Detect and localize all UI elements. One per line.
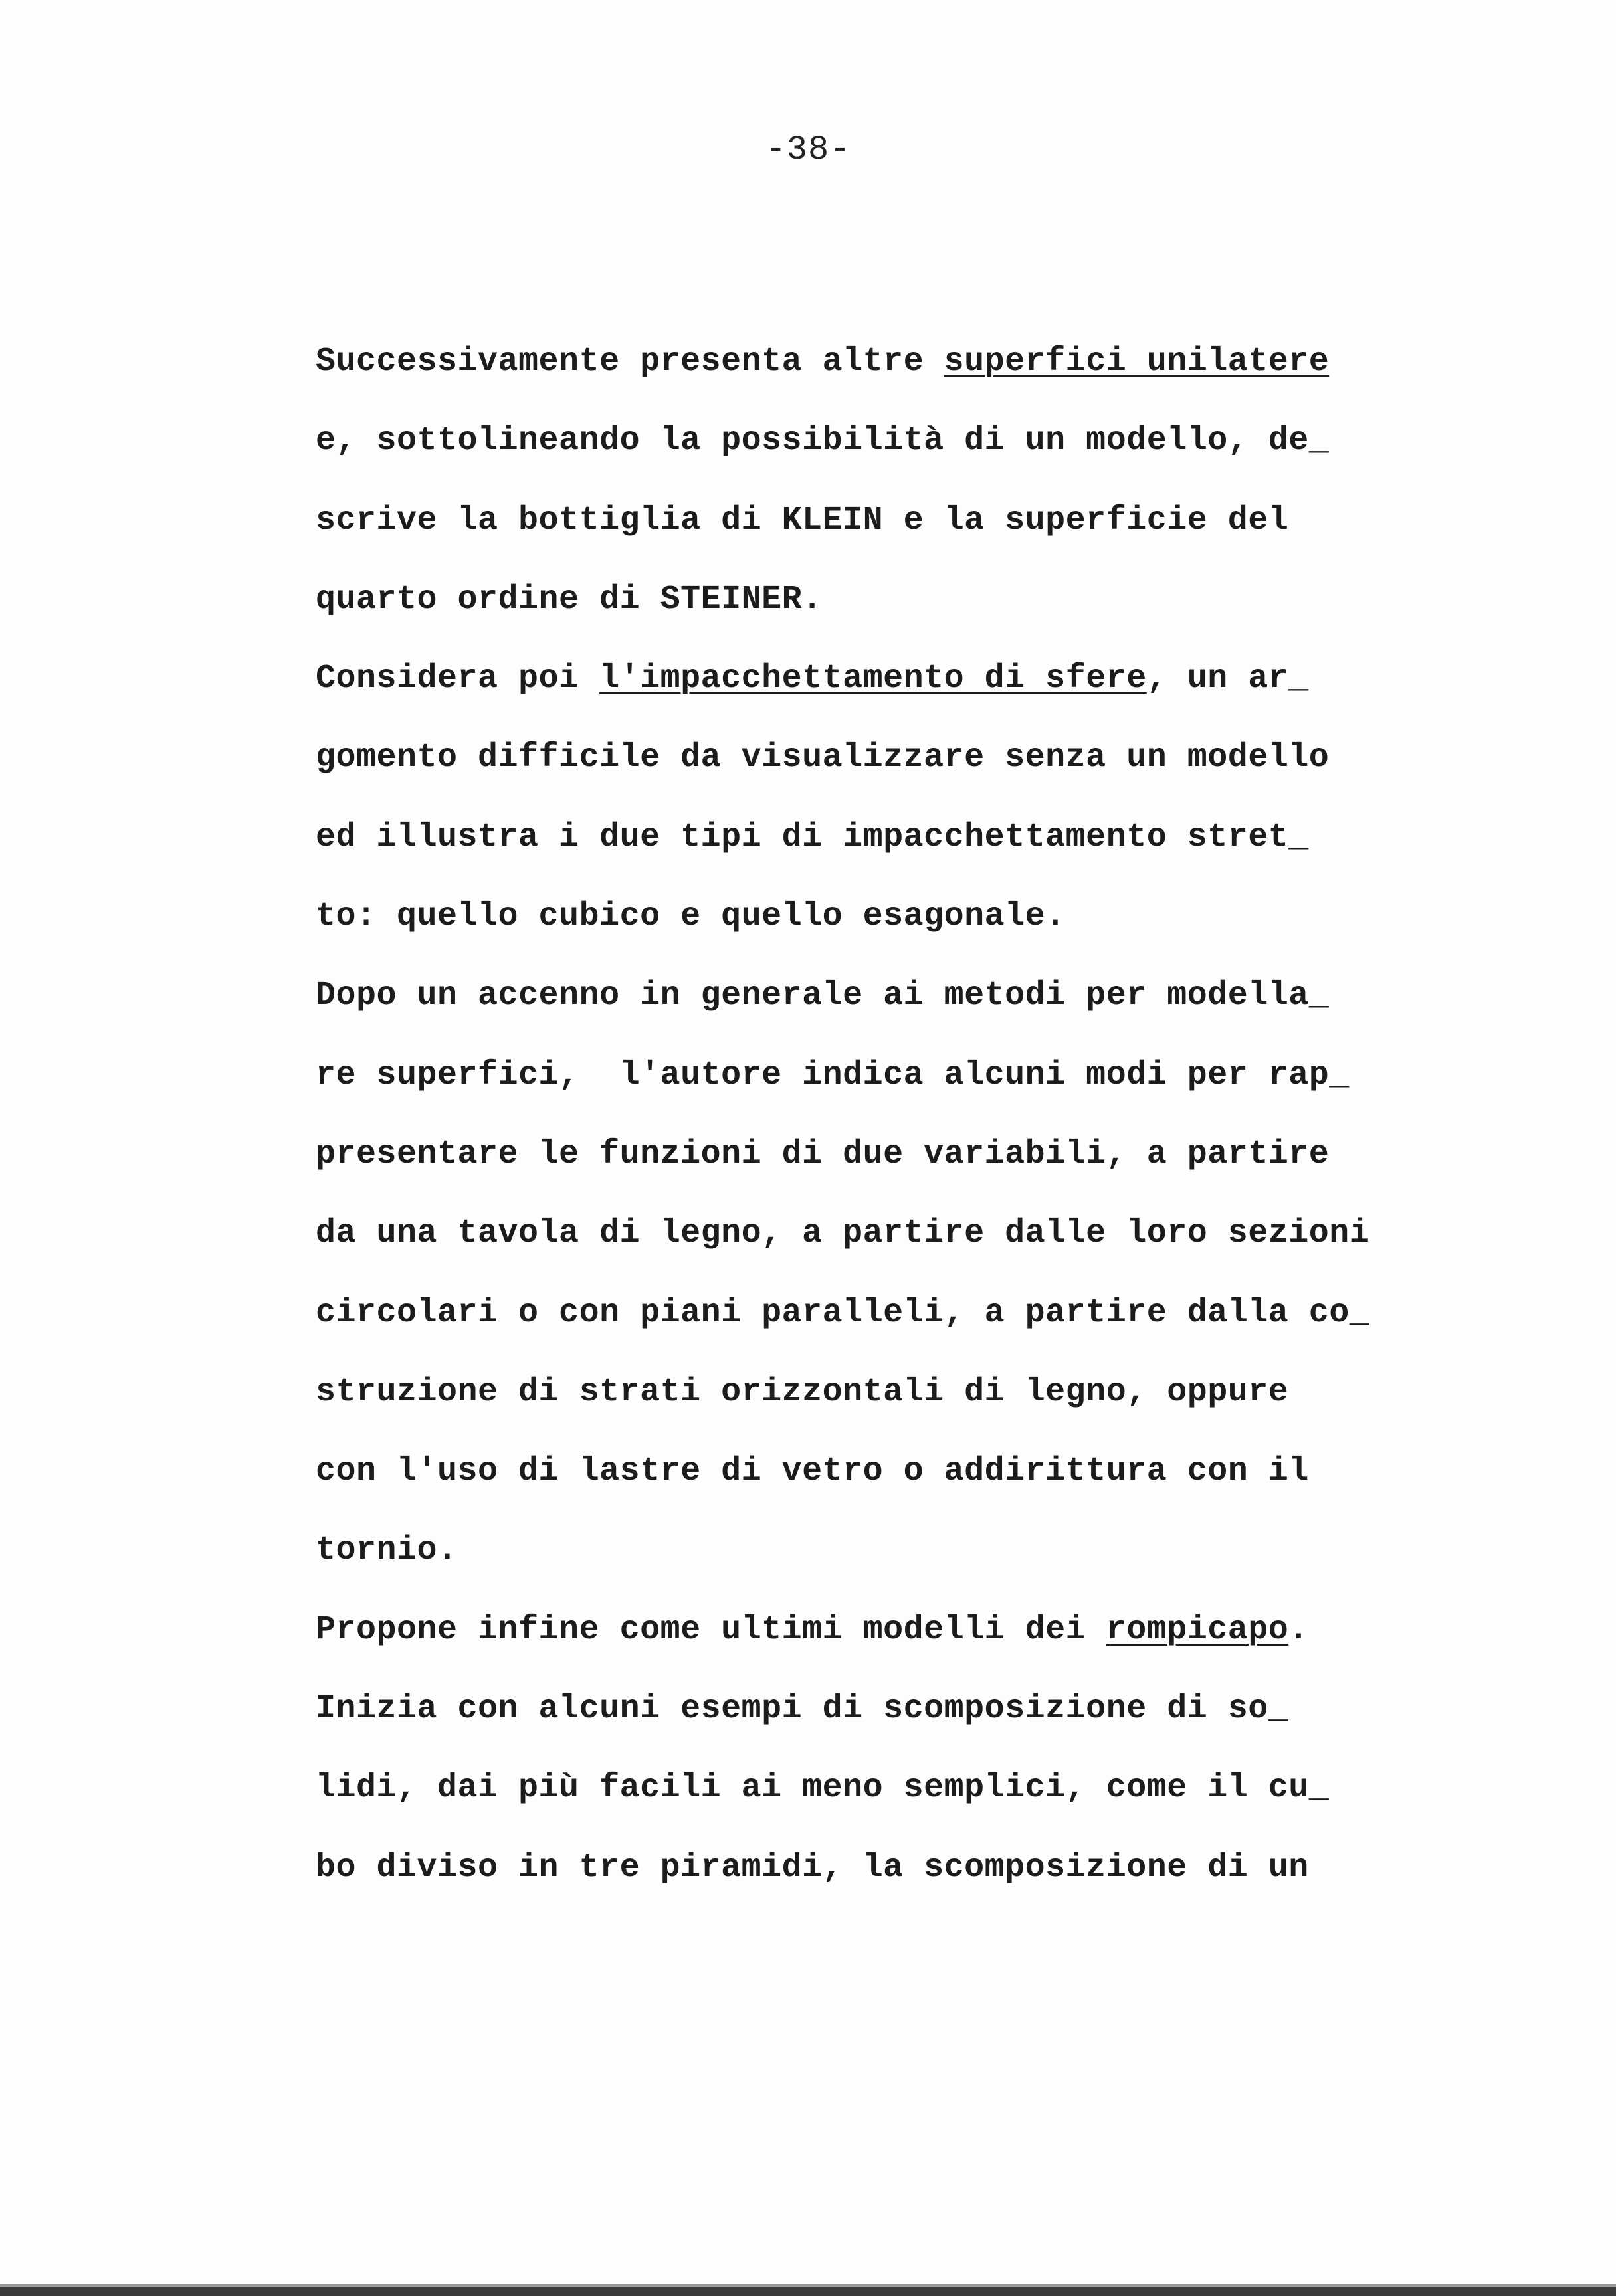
text-line xyxy=(316,1290,1459,1369)
text-line xyxy=(316,1527,1459,1606)
text-segment: ed illustra i due tipi di impacchettamento stret_ xyxy=(316,818,1309,856)
text-segment: quarto ordine di STEINER. xyxy=(316,580,823,619)
text-segment: lidi, dai più facili ai meno semplici, come il cu_ xyxy=(316,1769,1330,1808)
text-segment: , un ar_ xyxy=(1146,660,1309,698)
text-line xyxy=(316,1448,1459,1527)
text-segment: Successivamente presenta altre xyxy=(316,343,944,381)
scan-edge xyxy=(0,2287,1616,2296)
text-line xyxy=(316,498,1459,577)
text-segment: presentare le funzioni di due variabili, a partire xyxy=(316,1135,1330,1173)
text-segment: Dopo un accenno in generale ai metodi per modella_ xyxy=(316,977,1330,1015)
text-segment: re superfici, l'autore indica alcuni modi per rap_ xyxy=(316,1056,1350,1094)
text-segment: bo diviso in tre piramidi, la scomposizione di un xyxy=(316,1848,1309,1887)
text-line xyxy=(316,418,1459,497)
text-segment: . xyxy=(1288,1610,1309,1649)
text-segment: circolari o con piani paralleli, a partire dalla co_ xyxy=(316,1293,1370,1332)
text-line xyxy=(316,656,1459,735)
text-segment: con l'uso di lastre di vetro o addirittura con il xyxy=(316,1452,1309,1491)
page-number: -38- xyxy=(765,130,851,169)
text-line xyxy=(316,1607,1459,1686)
underlined-phrase: rompicapo xyxy=(1106,1610,1289,1649)
underlined-phrase: superfici unilatere xyxy=(944,343,1330,381)
text-segment: Propone infine come ultimi modelli dei xyxy=(316,1610,1106,1649)
body-text xyxy=(316,339,1459,1924)
text-line xyxy=(316,1765,1459,1844)
text-segment: tornio. xyxy=(316,1531,458,1570)
text-line xyxy=(316,577,1459,656)
underlined-phrase: l'impacchettamento di sfere xyxy=(599,660,1147,698)
text-segment: Inizia con alcuni esempi di scomposizione di so_ xyxy=(316,1690,1289,1729)
text-line xyxy=(316,973,1459,1052)
text-segment: da una tavola di legno, a partire dalle loro sezioni xyxy=(316,1214,1370,1253)
text-line xyxy=(316,1686,1459,1765)
text-line xyxy=(316,1369,1459,1448)
text-line xyxy=(316,1131,1459,1210)
text-line xyxy=(316,735,1459,814)
text-segment: e, sottolineando la possibilità di un modello, de_ xyxy=(316,422,1330,460)
text-line xyxy=(316,339,1459,418)
text-segment: struzione di strati orizzontali di legno, oppure xyxy=(316,1373,1289,1411)
text-segment: scrive la bottiglia di KLEIN e la superficie del xyxy=(316,501,1289,539)
text-line xyxy=(316,814,1459,894)
text-segment: Considera poi xyxy=(316,660,600,698)
text-segment: to: quello cubico e quello esagonale. xyxy=(316,898,1066,936)
text-line xyxy=(316,894,1459,973)
text-line xyxy=(316,1845,1459,1924)
text-line xyxy=(316,1210,1459,1290)
text-segment: gomento difficile da visualizzare senza un modello xyxy=(316,739,1330,777)
text-line xyxy=(316,1052,1459,1131)
